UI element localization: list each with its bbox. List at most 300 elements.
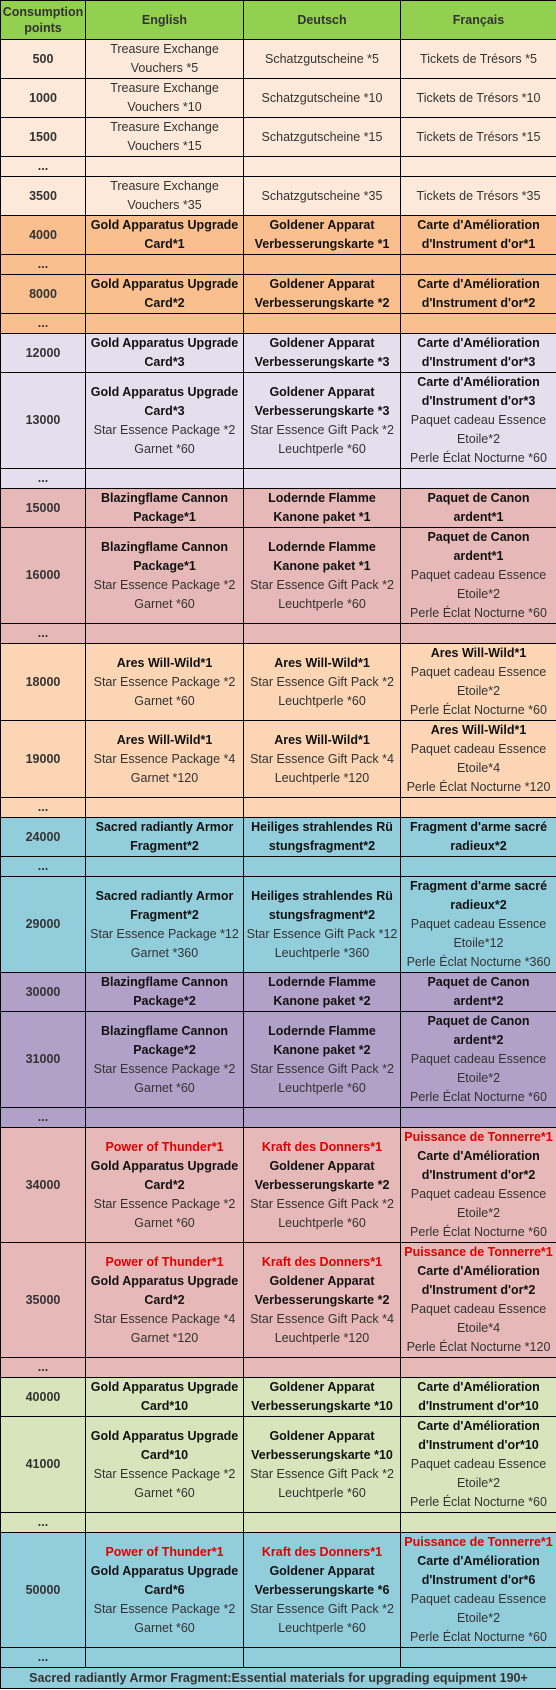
reward-line: Star Essence Package *2 — [93, 1466, 236, 1481]
reward-line: Star Essence Gift Pack *2 — [250, 422, 394, 437]
points-cell: 500 — [1, 40, 86, 79]
reward-cell-english — [86, 857, 244, 877]
reward-cell-english — [86, 216, 244, 255]
reward-line: Gold Apparatus Upgrade — [90, 336, 239, 350]
points-cell: ... — [1, 469, 86, 489]
reward-cell-english — [86, 314, 244, 334]
reward-cell-english — [86, 489, 244, 528]
rewards-body — [1, 40, 556, 1668]
reward-line: d'Instrument d'or*2 — [421, 296, 536, 310]
points-cell: 30000 — [1, 973, 86, 1012]
points-cell: ... — [1, 857, 86, 877]
reward-line: Gold Apparatus Upgrade — [90, 1428, 239, 1443]
reward-line: Package*1 — [133, 558, 196, 573]
points-cell: 4000 — [1, 216, 86, 255]
reward-line: Vouchers *35 — [127, 198, 202, 212]
table-row — [1, 644, 556, 721]
reward-line: Paquet cadeau Essence — [410, 917, 547, 931]
points-cell: ... — [1, 255, 86, 275]
reward-line: Power of Thunder*1 — [105, 1254, 224, 1269]
table-row — [1, 798, 556, 818]
reward-cell-francais — [401, 275, 556, 314]
reward-line: Heiliges strahlendes Rü — [251, 888, 393, 903]
reward-cell-english — [86, 1513, 244, 1533]
points-cell: ... — [1, 1358, 86, 1378]
table-row — [1, 877, 556, 973]
reward-line: Garnet *60 — [134, 1485, 195, 1500]
reward-line: Heiliges strahlendes Rü — [251, 820, 393, 834]
points-cell: ... — [1, 157, 86, 177]
reward-cell-francais — [401, 1648, 556, 1668]
reward-cell-francais — [401, 469, 556, 489]
reward-line: Ares Will-Wild*1 — [274, 655, 370, 670]
reward-line: Card*6 — [144, 1582, 185, 1597]
reward-line: Garnet *60 — [134, 596, 195, 611]
reward-line: ardent*1 — [453, 510, 504, 524]
reward-line: Fragment*2 — [130, 839, 199, 853]
points-cell: 3500 — [1, 177, 86, 216]
points-cell: ... — [1, 1108, 86, 1128]
reward-cell-deutsch — [244, 177, 401, 216]
reward-line: Perle Éclat Nocturne *60 — [410, 1225, 547, 1239]
reward-cell-english — [86, 40, 244, 79]
reward-line: Treasure Exchange — [110, 120, 219, 134]
reward-line: Lodernde Flamme — [268, 1023, 376, 1038]
reward-line: d'Instrument d'or*6 — [421, 1573, 536, 1587]
reward-cell-deutsch — [244, 216, 401, 255]
reward-line: Paquet cadeau Essence — [410, 413, 547, 427]
points-cell: 15000 — [1, 489, 86, 528]
reward-line: Ares Will-Wild*1 — [430, 723, 527, 737]
reward-line: Kraft des Donners*1 — [261, 1139, 383, 1154]
reward-cell-deutsch — [244, 818, 401, 857]
reward-cell-deutsch — [244, 1243, 401, 1358]
reward-line: Leuchtperle *60 — [278, 1485, 366, 1500]
reward-line: Tickets de Trésors *35 — [416, 188, 541, 203]
points-cell: 12000 — [1, 334, 86, 373]
reward-line: Perle Éclat Nocturne *360 — [406, 955, 551, 969]
reward-line: Carte d'Amélioration — [417, 1149, 540, 1163]
reward-cell-english — [86, 1243, 244, 1358]
reward-cell-deutsch — [244, 644, 401, 721]
reward-cell-english — [86, 1128, 244, 1243]
points-cell: 18000 — [1, 644, 86, 721]
table-row — [1, 469, 556, 489]
table-row — [1, 1513, 556, 1533]
table-row — [1, 1128, 556, 1243]
reward-line: Kraft des Donners*1 — [261, 1254, 383, 1269]
reward-line: Perle Éclat Nocturne *120 — [406, 1340, 551, 1354]
reward-cell-english — [86, 255, 244, 275]
table-row — [1, 79, 556, 118]
reward-line: Star Essence Gift Pack *2 — [250, 577, 394, 592]
reward-cell-deutsch — [244, 118, 401, 157]
reward-line: Blazingflame Cannon — [100, 539, 229, 554]
reward-line: ardent*1 — [453, 549, 504, 563]
table-row — [1, 255, 556, 275]
reward-line: Verbesserungskarte *6 — [254, 1582, 390, 1597]
reward-line: Lodernde Flamme — [268, 491, 376, 505]
reward-cell-english — [86, 118, 244, 157]
reward-line: Goldener Apparat — [269, 384, 375, 399]
table-row — [1, 40, 556, 79]
reward-line: Card*1 — [144, 237, 185, 251]
reward-line: Goldener Apparat — [269, 218, 375, 232]
reward-line: Star Essence Package *4 — [93, 751, 236, 766]
reward-cell-francais — [401, 118, 556, 157]
points-cell: 1000 — [1, 79, 86, 118]
reward-line: Tickets de Trésors *10 — [416, 90, 541, 105]
points-cell: ... — [1, 624, 86, 644]
points-cell: 1500 — [1, 118, 86, 157]
table-row — [1, 973, 556, 1012]
reward-line: Tickets de Trésors *5 — [420, 51, 537, 66]
reward-line: Schatzgutscheine *35 — [261, 188, 383, 203]
reward-line: Vouchers *10 — [127, 100, 202, 114]
reward-line: Vouchers *5 — [130, 61, 199, 75]
reward-line: Puissance de Tonnerre*1 — [404, 1535, 553, 1549]
reward-cell-deutsch — [244, 334, 401, 373]
reward-cell-deutsch — [244, 314, 401, 334]
reward-line: Goldener Apparat — [269, 1273, 375, 1288]
reward-cell-deutsch — [244, 721, 401, 798]
reward-line: d'Instrument d'or*3 — [421, 355, 536, 369]
reward-line: Garnet *60 — [134, 693, 195, 708]
reward-line: Goldener Apparat — [269, 336, 375, 350]
reward-line: d'Instrument d'or*3 — [421, 394, 536, 408]
reward-line: Ares Will-Wild*1 — [274, 732, 370, 747]
reward-cell-english — [86, 177, 244, 216]
reward-cell-english — [86, 373, 244, 469]
reward-line: Etoile*2 — [456, 1611, 501, 1625]
table-row — [1, 314, 556, 334]
reward-line: Carte d'Amélioration — [417, 1554, 540, 1568]
reward-line: Star Essence Package *4 — [93, 1311, 236, 1326]
header-english: English — [86, 1, 244, 40]
reward-line: Fragment d'arme sacré — [409, 879, 548, 893]
reward-line: Carte d'Amélioration — [417, 277, 540, 291]
reward-cell-francais — [401, 1378, 556, 1417]
reward-line: Package*1 — [133, 510, 196, 524]
table-row — [1, 624, 556, 644]
header-deutsch: Deutsch — [244, 1, 401, 40]
reward-line: Lodernde Flamme — [268, 975, 376, 989]
points-cell: ... — [1, 1513, 86, 1533]
reward-line: Goldener Apparat — [269, 1563, 375, 1578]
reward-line: Blazingflame Cannon — [100, 1023, 229, 1038]
table-row — [1, 334, 556, 373]
reward-cell-english — [86, 818, 244, 857]
table-row — [1, 857, 556, 877]
reward-cell-english — [86, 1648, 244, 1668]
table-row — [1, 216, 556, 255]
table-row — [1, 275, 556, 314]
reward-line: Perle Éclat Nocturne *60 — [410, 1090, 547, 1104]
reward-cell-english — [86, 275, 244, 314]
reward-line: Perle Éclat Nocturne *60 — [410, 1495, 547, 1509]
reward-line: Garnet *120 — [130, 1330, 199, 1345]
reward-line: Leuchtperle *60 — [278, 441, 366, 456]
reward-cell-francais — [401, 1533, 556, 1648]
reward-cell-english — [86, 1533, 244, 1648]
header-francais: Français — [401, 1, 556, 40]
reward-line: Etoile*2 — [456, 1071, 501, 1085]
reward-line: Star Essence Gift Pack *2 — [250, 1601, 394, 1616]
reward-line: Paquet cadeau Essence — [410, 568, 547, 582]
reward-line: d'Instrument d'or*10 — [418, 1438, 539, 1452]
reward-line: Puissance de Tonnerre*1 — [404, 1130, 553, 1144]
reward-line: Treasure Exchange — [110, 42, 219, 56]
reward-line: Perle Éclat Nocturne *60 — [410, 1630, 547, 1644]
reward-cell-francais — [401, 818, 556, 857]
reward-cell-english — [86, 1108, 244, 1128]
reward-cell-english — [86, 157, 244, 177]
points-cell: 40000 — [1, 1378, 86, 1417]
reward-line: Etoile*12 — [453, 936, 504, 950]
reward-line: Etoile*4 — [456, 1321, 501, 1335]
reward-line: Goldener Apparat — [269, 1428, 375, 1443]
table-row — [1, 489, 556, 528]
reward-line: Schatzgutscheine *10 — [261, 90, 383, 105]
reward-cell-francais — [401, 877, 556, 973]
reward-line: Garnet *60 — [134, 1080, 195, 1095]
table-row — [1, 118, 556, 157]
reward-line: Star Essence Gift Pack *2 — [250, 1466, 394, 1481]
points-cell: 13000 — [1, 373, 86, 469]
points-cell: 35000 — [1, 1243, 86, 1358]
reward-cell-deutsch — [244, 373, 401, 469]
reward-line: Perle Éclat Nocturne *120 — [406, 780, 551, 794]
reward-line: Star Essence Gift Pack *4 — [250, 1311, 394, 1326]
reward-line: Etoile*2 — [456, 1476, 501, 1490]
reward-line: Gold Apparatus Upgrade — [90, 384, 239, 399]
points-cell: ... — [1, 314, 86, 334]
reward-line: Ares Will-Wild*1 — [116, 655, 213, 670]
reward-line: Fragment d'arme sacré — [409, 820, 548, 834]
reward-cell-english — [86, 1358, 244, 1378]
reward-line: stungsfragment*2 — [268, 907, 376, 922]
reward-cell-francais — [401, 1513, 556, 1533]
reward-line: Leuchtperle *120 — [274, 770, 370, 785]
points-cell: ... — [1, 798, 86, 818]
reward-line: Vouchers *15 — [127, 139, 202, 153]
reward-cell-deutsch — [244, 1012, 401, 1108]
footer-row — [1, 1668, 556, 1689]
reward-line: Paquet de Canon — [427, 975, 530, 989]
reward-cell-francais — [401, 177, 556, 216]
reward-cell-english — [86, 877, 244, 973]
reward-line: Perle Éclat Nocturne *60 — [410, 451, 547, 465]
header-row — [1, 1, 556, 40]
reward-cell-francais — [401, 528, 556, 624]
reward-line: Leuchtperle *60 — [278, 1080, 366, 1095]
reward-line: Card*10 — [140, 1399, 189, 1413]
points-cell: 31000 — [1, 1012, 86, 1108]
points-cell: ... — [1, 1648, 86, 1668]
reward-line: Power of Thunder*1 — [105, 1544, 224, 1559]
reward-cell-english — [86, 1417, 244, 1513]
reward-line: Star Essence Package *2 — [93, 674, 236, 689]
reward-line: Ares Will-Wild*1 — [116, 732, 213, 747]
reward-line: d'Instrument d'or*1 — [421, 237, 536, 251]
table-row — [1, 177, 556, 216]
reward-line: Paquet de Canon — [427, 491, 530, 505]
header-consumption-points: Consumption points — [1, 1, 86, 40]
reward-line: Star Essence Gift Pack *4 — [250, 751, 394, 766]
reward-line: Verbesserungskarte *1 — [254, 237, 390, 251]
points-cell: 34000 — [1, 1128, 86, 1243]
table-row — [1, 528, 556, 624]
reward-line: Perle Éclat Nocturne *60 — [410, 606, 547, 620]
reward-line: Carte d'Amélioration — [417, 218, 540, 232]
reward-line: Verbesserungskarte *2 — [254, 1292, 390, 1307]
reward-line: Kraft des Donners*1 — [261, 1544, 383, 1559]
reward-cell-francais — [401, 1243, 556, 1358]
reward-line: Power of Thunder*1 — [105, 1139, 224, 1154]
reward-line: Star Essence Gift Pack *2 — [250, 1196, 394, 1211]
reward-line: Paquet cadeau Essence — [410, 1187, 547, 1201]
table-row — [1, 1417, 556, 1513]
reward-line: radieux*2 — [450, 898, 507, 912]
reward-line: Leuchtperle *60 — [278, 1215, 366, 1230]
reward-cell-francais — [401, 721, 556, 798]
reward-line: Star Essence Package *2 — [93, 1196, 236, 1211]
reward-line: Card*2 — [144, 1292, 185, 1307]
reward-line: Carte d'Amélioration — [417, 1380, 540, 1394]
reward-line: Treasure Exchange — [110, 81, 219, 95]
reward-cell-deutsch — [244, 528, 401, 624]
reward-cell-english — [86, 973, 244, 1012]
reward-line: Goldener Apparat — [269, 1380, 375, 1394]
footer-note: Sacred radiantly Armor Fragment:Essential materials for upgrading equipment 190+ — [1, 1668, 556, 1689]
table-row — [1, 818, 556, 857]
reward-cell-deutsch — [244, 877, 401, 973]
points-cell: 41000 — [1, 1417, 86, 1513]
reward-cell-francais — [401, 798, 556, 818]
reward-cell-english — [86, 798, 244, 818]
reward-cell-deutsch — [244, 1128, 401, 1243]
reward-line: Paquet cadeau Essence — [410, 1052, 547, 1066]
reward-cell-deutsch — [244, 1513, 401, 1533]
reward-cell-deutsch — [244, 489, 401, 528]
reward-line: Sacred radiantly Armor — [95, 888, 234, 903]
reward-line: ardent*2 — [453, 1033, 504, 1047]
reward-line: stungsfragment*2 — [268, 839, 376, 853]
reward-line: Paquet cadeau Essence — [410, 665, 547, 679]
reward-line: d'Instrument d'or*2 — [421, 1168, 536, 1182]
reward-line: Star Essence Package *12 — [90, 926, 239, 941]
table-row — [1, 1358, 556, 1378]
table-row — [1, 1243, 556, 1358]
reward-cell-english — [86, 721, 244, 798]
reward-cell-deutsch — [244, 973, 401, 1012]
reward-line: Goldener Apparat — [269, 1158, 375, 1173]
reward-line: Carte d'Amélioration — [417, 1264, 540, 1278]
reward-line: Etoile*2 — [456, 587, 501, 601]
reward-line: d'Instrument d'or*10 — [418, 1399, 539, 1413]
reward-line: Card*3 — [144, 355, 185, 369]
reward-line: Gold Apparatus Upgrade — [90, 277, 239, 291]
reward-line: Verbesserungskarte *3 — [254, 403, 390, 418]
reward-line: Perle Éclat Nocturne *60 — [410, 703, 547, 717]
reward-line: Gold Apparatus Upgrade — [90, 1273, 239, 1288]
reward-cell-francais — [401, 1358, 556, 1378]
reward-line: Goldener Apparat — [269, 277, 375, 291]
table-row — [1, 1108, 556, 1128]
reward-line: Garnet *360 — [130, 945, 199, 960]
reward-line: radieux*2 — [450, 839, 507, 853]
reward-line: Package*2 — [133, 1042, 196, 1057]
points-cell: 24000 — [1, 818, 86, 857]
reward-line: Card*3 — [144, 403, 185, 418]
reward-cell-francais — [401, 1417, 556, 1513]
points-cell: 29000 — [1, 877, 86, 973]
reward-line: Leuchtperle *60 — [278, 693, 366, 708]
reward-cell-deutsch — [244, 1378, 401, 1417]
reward-line: Kanone paket *2 — [273, 1042, 371, 1057]
reward-line: Blazingflame Cannon — [100, 975, 229, 989]
reward-line: Blazingflame Cannon — [100, 491, 229, 505]
table-row — [1, 721, 556, 798]
reward-line: Card*10 — [140, 1447, 189, 1462]
reward-cell-francais — [401, 79, 556, 118]
reward-cell-deutsch — [244, 1533, 401, 1648]
reward-line: Paquet de Canon — [427, 530, 530, 544]
reward-cell-deutsch — [244, 40, 401, 79]
reward-line: Carte d'Amélioration — [417, 375, 540, 389]
reward-cell-francais — [401, 857, 556, 877]
reward-cell-francais — [401, 1128, 556, 1243]
reward-line: Star Essence Gift Pack *12 — [246, 926, 398, 941]
reward-cell-francais — [401, 255, 556, 275]
reward-cell-english — [86, 1012, 244, 1108]
reward-line: Card*2 — [144, 1177, 185, 1192]
reward-line: Leuchtperle *360 — [274, 945, 370, 960]
reward-line: Etoile*2 — [456, 432, 501, 446]
reward-cell-deutsch — [244, 1358, 401, 1378]
reward-cell-francais — [401, 489, 556, 528]
reward-cell-francais — [401, 624, 556, 644]
reward-cell-francais — [401, 1012, 556, 1108]
table-row — [1, 1378, 556, 1417]
reward-line: Garnet *60 — [134, 1620, 195, 1635]
table-row — [1, 1533, 556, 1648]
table-row — [1, 1012, 556, 1108]
reward-cell-francais — [401, 373, 556, 469]
reward-cell-deutsch — [244, 798, 401, 818]
reward-line: Card*2 — [144, 296, 185, 310]
reward-line: Verbesserungskarte *3 — [254, 355, 390, 369]
reward-line: Gold Apparatus Upgrade — [90, 1380, 239, 1394]
reward-line: ardent*2 — [453, 994, 504, 1008]
reward-cell-francais — [401, 40, 556, 79]
table-row — [1, 157, 556, 177]
reward-cell-francais — [401, 1108, 556, 1128]
reward-cell-deutsch — [244, 157, 401, 177]
reward-cell-deutsch — [244, 255, 401, 275]
reward-line: Lodernde Flamme — [268, 539, 376, 554]
reward-line: Package*2 — [133, 994, 196, 1008]
reward-cell-deutsch — [244, 857, 401, 877]
reward-cell-francais — [401, 216, 556, 255]
reward-line: Fragment*2 — [130, 907, 199, 922]
reward-cell-english — [86, 334, 244, 373]
reward-cell-deutsch — [244, 79, 401, 118]
table-row — [1, 1648, 556, 1668]
reward-line: Verbesserungskarte *10 — [251, 1447, 393, 1462]
reward-cell-english — [86, 79, 244, 118]
reward-line: Puissance de Tonnerre*1 — [404, 1245, 553, 1259]
